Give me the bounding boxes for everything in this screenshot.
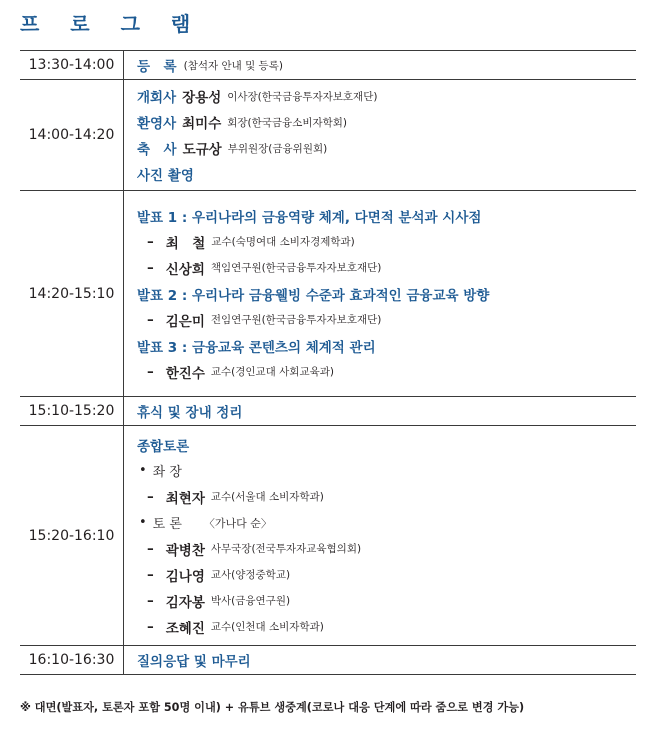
presentation-title: 발표 2 : 우리나라 금융웰빙 수준과 효과적인 금융교육 방향 (137, 287, 490, 304)
discussion-heading: 종합토론 (137, 438, 190, 455)
speaker-affiliation: 이사장(한국금융투자자보호재단) (227, 90, 378, 103)
session-cell (124, 51, 637, 80)
speech-role: 환영사 (137, 116, 177, 132)
presenter-name: 한진수 (165, 365, 205, 382)
speech-line (137, 109, 636, 135)
presenter-affiliation: 교수(경인교대 사회교육과) (210, 366, 334, 378)
photo-label: 사진 촬영 (137, 168, 194, 184)
panelist-line: – 김나영 교사(양정중학교) (147, 566, 291, 585)
panelist-affiliation: 박사(금융연구원) (210, 595, 291, 607)
speaker-name: 도규상 (182, 142, 222, 158)
chair-line: – 최현자 교수(서울대 소비자학과) (147, 488, 324, 507)
schedule-row-registration (20, 51, 636, 80)
session-cell (124, 397, 637, 426)
schedule-row-discussion (20, 426, 636, 646)
panel-label-line (137, 510, 636, 536)
panelist-affiliation: 교사(양정중학교) (210, 569, 291, 581)
speaker-name: 장용성 (182, 90, 222, 106)
presenter-line: – 한진수 교수(경인교대 사회교육과) (147, 363, 334, 382)
speech-role: 축 사 (137, 142, 177, 158)
chair-affiliation: 교수(서울대 소비자학과) (210, 491, 324, 503)
session-cell (124, 646, 637, 675)
panelist-name: 김자봉 (165, 594, 205, 611)
time-cell: 15:10-15:20 (20, 397, 124, 426)
speaker-affiliation: 부위원장(금융위원회) (227, 142, 328, 155)
presenter-line: – 김은미 전임연구원(한국금융투자자보호재단) (147, 311, 382, 330)
time-cell: 15:20-16:10 (20, 426, 124, 646)
chair-label: 좌 장 (152, 465, 182, 480)
break-label: 휴식 및 장내 정리 (137, 405, 243, 421)
qa-label: 질의응답 및 마무리 (137, 654, 251, 670)
presentation-title: 발표 1 : 우리나라의 금융역량 체계, 다면적 분석과 시사점 (137, 209, 482, 226)
time-cell: 14:20-15:10 (20, 191, 124, 397)
registration-note: (참석자 안내 및 등록) (183, 59, 283, 72)
panelist-name: 김나영 (165, 568, 205, 585)
speech-role: 개회사 (137, 90, 177, 106)
time-cell: 16:10-16:30 (20, 646, 124, 675)
presenter-affiliation: 교수(숙명여대 소비자경제학과) (211, 236, 355, 248)
program-title: 프 로 그 램 (20, 12, 203, 36)
schedule-row-opening (20, 80, 636, 191)
presenter-line: – 최 철 교수(숙명여대 소비자경제학과) (147, 233, 355, 252)
presenter-line: – 신상희 책임연구원(한국금융투자자보호재단) (147, 259, 382, 278)
bullet-icon: • (139, 463, 147, 478)
chair-name: 최현자 (165, 490, 205, 507)
presenter-affiliation: 전임연구원(한국금융투자자보호재단) (210, 314, 382, 326)
panel-order-note: 〈가나다 순〉 (203, 516, 272, 530)
panelist-line: – 곽병찬 사무국장(전국투자자교육협의회) (147, 540, 362, 559)
chair-label-line (137, 458, 636, 484)
speaker-affiliation: 회장(한국금융소비자학회) (227, 116, 348, 129)
schedule-table (20, 50, 636, 675)
time-cell: 14:00-14:20 (20, 80, 124, 191)
session-cell (124, 191, 637, 397)
speech-line (137, 83, 636, 109)
panelist-line: – 조혜진 교수(인천대 소비자학과) (147, 618, 324, 637)
registration-label: 등 록 (137, 59, 177, 75)
schedule-row-qa (20, 646, 636, 675)
schedule-row-presentations (20, 191, 636, 397)
time-cell: 13:30-14:00 (20, 51, 124, 80)
panelist-affiliation: 사무국장(전국투자자교육협의회) (210, 543, 362, 555)
presentation-title: 발표 3 : 금융교육 콘텐츠의 체계적 관리 (137, 339, 376, 356)
presenter-affiliation: 책임연구원(한국금융투자자보호재단) (210, 262, 382, 274)
presenter-name: 최 철 (165, 235, 206, 252)
session-cell (124, 426, 637, 646)
photo-line (137, 161, 636, 187)
panelist-affiliation: 교수(인천대 소비자학과) (210, 621, 324, 633)
speech-line (137, 135, 636, 161)
presenter-name: 신상희 (165, 261, 205, 278)
footnote: ※ 대면(발표자, 토론자 포함 50명 이내) + 유튜브 생중계(코로나 대응 단계에 따라 줌으로 변경 가능) (20, 701, 525, 714)
schedule-row-break (20, 397, 636, 426)
presenter-name: 김은미 (165, 313, 205, 330)
bullet-icon: • (139, 515, 147, 530)
panelist-name: 조혜진 (165, 620, 205, 637)
session-cell (124, 80, 637, 191)
panelist-name: 곽병찬 (165, 542, 205, 559)
panel-label: 토 론 (152, 517, 182, 532)
panelist-line: – 김자봉 박사(금융연구원) (147, 592, 291, 611)
speaker-name: 최미수 (182, 116, 222, 132)
